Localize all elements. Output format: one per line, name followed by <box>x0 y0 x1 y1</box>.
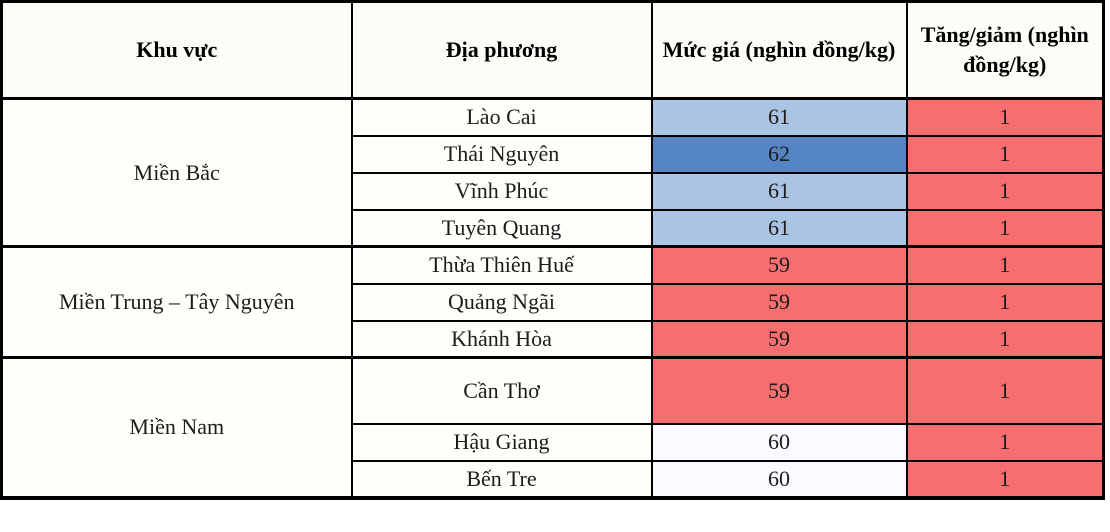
change-cell: 1 <box>907 461 1104 498</box>
header-row <box>2 2 1104 99</box>
table-row <box>2 358 1104 424</box>
region-cell-mien-trung-tay-nguyen: Miền Trung – Tây Nguyên <box>2 247 352 358</box>
change-cell: 1 <box>907 321 1104 358</box>
region-cell-mien-bac: Miền Bắc <box>2 99 352 247</box>
price-cell: 60 <box>652 424 907 461</box>
region-cell-mien-nam: Miền Nam <box>2 358 352 498</box>
locality-cell: Lào Cai <box>352 99 652 136</box>
price-cell: 61 <box>652 99 907 136</box>
change-cell: 1 <box>907 247 1104 284</box>
price-cell: 59 <box>652 358 907 424</box>
header-price: Mức giá (nghìn đồng/kg) <box>652 2 907 99</box>
header-locality: Địa phương <box>352 2 652 99</box>
locality-cell: Hậu Giang <box>352 424 652 461</box>
change-cell: 1 <box>907 210 1104 247</box>
price-cell: 62 <box>652 136 907 173</box>
locality-cell: Khánh Hòa <box>352 321 652 358</box>
table-row <box>2 99 1104 136</box>
change-cell: 1 <box>907 136 1104 173</box>
locality-cell: Thừa Thiên Huế <box>352 247 652 284</box>
price-cell: 61 <box>652 173 907 210</box>
locality-cell: Tuyên Quang <box>352 210 652 247</box>
price-cell: 59 <box>652 284 907 321</box>
locality-cell: Quảng Ngãi <box>352 284 652 321</box>
table-row <box>2 247 1104 284</box>
price-cell: 60 <box>652 461 907 498</box>
price-cell: 59 <box>652 247 907 284</box>
change-cell: 1 <box>907 424 1104 461</box>
change-cell: 1 <box>907 99 1104 136</box>
locality-cell: Cần Thơ <box>352 358 652 424</box>
price-cell: 61 <box>652 210 907 247</box>
change-cell: 1 <box>907 284 1104 321</box>
locality-cell: Bến Tre <box>352 461 652 498</box>
price-cell: 59 <box>652 321 907 358</box>
change-cell: 1 <box>907 358 1104 424</box>
change-cell: 1 <box>907 173 1104 210</box>
locality-cell: Vĩnh Phúc <box>352 173 652 210</box>
header-change: Tăng/giảm (nghìn đồng/kg) <box>907 2 1104 99</box>
locality-cell: Thái Nguyên <box>352 136 652 173</box>
header-region: Khu vực <box>2 2 352 99</box>
